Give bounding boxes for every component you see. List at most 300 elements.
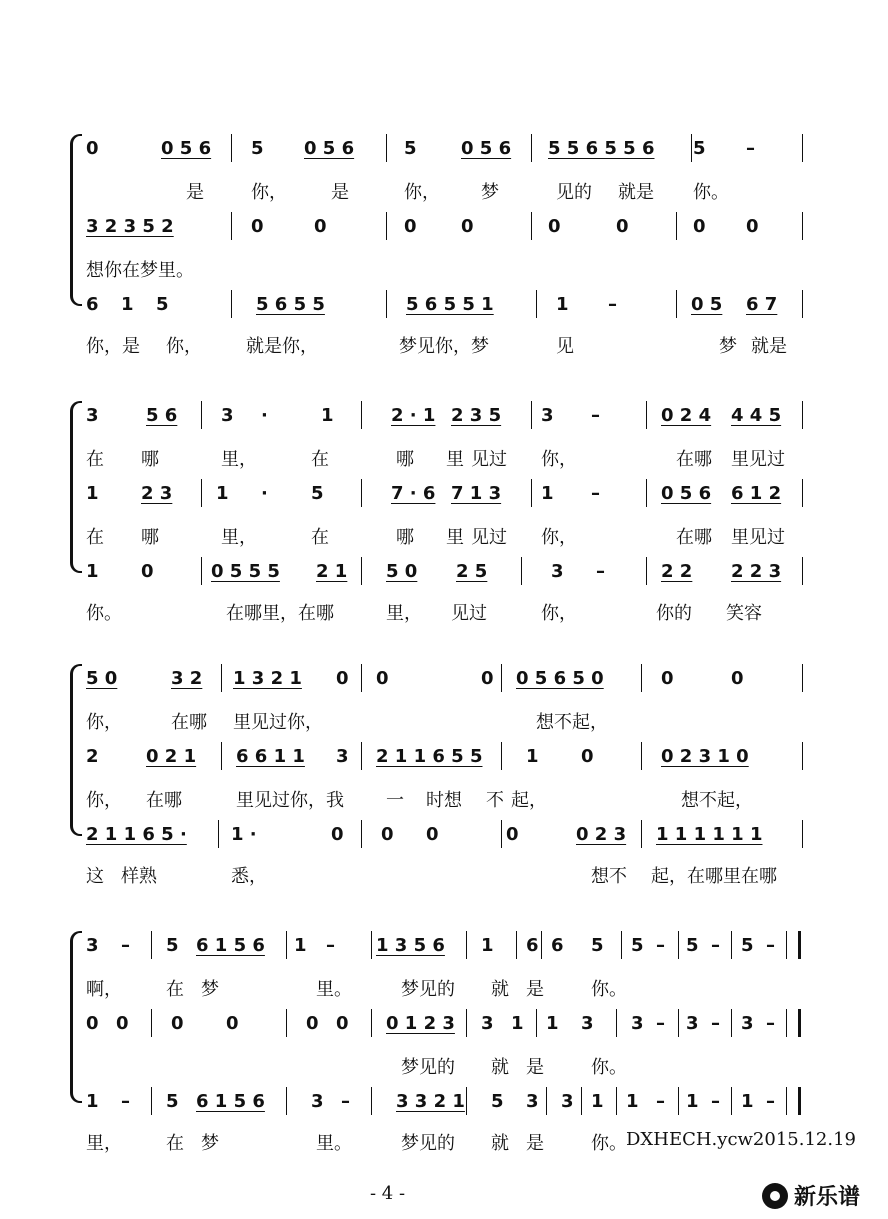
note-group: 0 [251, 216, 264, 237]
note-group: · [261, 483, 268, 504]
note-group: 2 · 1 [391, 405, 436, 426]
notation-row [86, 216, 816, 242]
note-group: – [766, 1091, 775, 1112]
notation-row [86, 1013, 816, 1039]
note-group: 3 [631, 1013, 644, 1034]
note-group: – [121, 935, 130, 956]
note-group: 0 2 3 [576, 824, 627, 845]
bar-line [151, 1087, 152, 1115]
bar-line [646, 479, 647, 507]
score-system [72, 405, 812, 624]
bar-line [201, 479, 202, 507]
note-group: 3 [86, 405, 99, 426]
bar-line [678, 931, 679, 959]
lyric-text: 哪 [396, 527, 414, 548]
lyric-text: 是 [526, 1057, 544, 1078]
note-group: 2 [86, 746, 99, 767]
lyric-text: 笑容 [726, 603, 762, 624]
lyric-row [86, 599, 816, 625]
lyric-text: 就是你， [246, 336, 318, 357]
bar-line [802, 557, 803, 585]
lyric-text: 见过 [451, 603, 487, 624]
note-group: 0 5 6 5 0 [516, 668, 604, 689]
bar-line [286, 1009, 287, 1037]
note-group: 0 [581, 746, 594, 767]
lyric-text: 你。 [591, 1057, 627, 1078]
lyric-row [86, 862, 816, 888]
bar-line [466, 1009, 467, 1037]
note-group: – [711, 1091, 720, 1112]
system-brace [70, 931, 82, 1103]
lyric-row [86, 708, 816, 734]
bar-line [218, 820, 219, 848]
bar-line [361, 479, 362, 507]
note-group: 1 [626, 1091, 639, 1112]
note-group: 6 [526, 935, 539, 956]
note-group: 3 [311, 1091, 324, 1112]
bar-line [151, 1009, 152, 1037]
notation-row [86, 824, 816, 850]
lyric-text: 你的 [656, 603, 692, 624]
lyric-text: 这 [86, 866, 104, 887]
lyric-text: 见的 [556, 182, 592, 203]
note-group: 0 [731, 668, 744, 689]
note-group: 0 [116, 1013, 129, 1034]
score-system [72, 935, 856, 1154]
note-group: 3 [86, 935, 99, 956]
bar-line [371, 931, 372, 959]
note-group: 1 3 2 1 [233, 668, 302, 689]
lyric-row [86, 332, 816, 358]
lyric-text: 哪 [396, 449, 414, 470]
bar-line [361, 557, 362, 585]
lyric-text: 梦见的 [401, 1057, 455, 1078]
note-group: – [121, 1091, 130, 1112]
lyric-row [86, 786, 816, 812]
lyric-text: 哪 [141, 527, 159, 548]
note-group: 5 [404, 138, 417, 159]
lyric-text: 你， [404, 182, 440, 203]
lyric-row [86, 1053, 816, 1079]
lyric-text: 梦 [719, 336, 737, 357]
note-group: 5 [631, 935, 644, 956]
bar-line [802, 401, 803, 429]
lyric-text: 在哪 [676, 449, 712, 470]
lyric-text: 是 [526, 979, 544, 1000]
note-group: 0 5 5 5 [211, 561, 280, 582]
note-group: 1 [321, 405, 334, 426]
note-group: 0 [336, 668, 349, 689]
bar-line [641, 820, 642, 848]
note-group: – [746, 138, 755, 159]
bar-line [466, 931, 467, 959]
note-group: 6 [86, 294, 99, 315]
lyric-text: 在 [311, 527, 329, 548]
notation-row [86, 138, 816, 164]
lyric-text: 是 [186, 182, 204, 203]
note-group: 1 [86, 1091, 99, 1112]
final-bar-line [798, 931, 801, 959]
note-group: 1 1 1 1 1 1 [656, 824, 763, 845]
note-group: 5 0 [86, 668, 118, 689]
bar-line [802, 479, 803, 507]
note-group: 3 2 3 5 2 [86, 216, 174, 237]
note-group: 1 [556, 294, 569, 315]
lyric-text: 你。 [591, 979, 627, 1000]
lyric-text: 见过 [471, 527, 507, 548]
note-group: 0 5 6 [461, 138, 512, 159]
note-group: 0 5 6 [161, 138, 212, 159]
bar-line [531, 212, 532, 240]
lyric-text: 里， [86, 1133, 122, 1154]
note-group: 0 2 3 1 0 [661, 746, 749, 767]
lyric-text: 你。 [591, 1133, 627, 1154]
bar-line [466, 1087, 467, 1115]
note-group: – [608, 294, 617, 315]
note-group: 0 [426, 824, 439, 845]
lyric-text: 梦见的 [401, 1133, 455, 1154]
note-group: 0 [331, 824, 344, 845]
final-bar-line [798, 1009, 801, 1037]
lyric-text: 里见过你，我 [236, 790, 344, 811]
note-group: 5 0 [386, 561, 418, 582]
note-group: – [326, 935, 335, 956]
bar-line [678, 1087, 679, 1115]
note-group: 1 · [231, 824, 257, 845]
lyric-text: 不 [486, 790, 504, 811]
note-group: – [766, 935, 775, 956]
note-group: 3 [741, 1013, 754, 1034]
lyric-text: 梦见你，梦 [399, 336, 489, 357]
note-group: 3 [526, 1091, 539, 1112]
note-group: 1 [121, 294, 134, 315]
note-group: 3 [561, 1091, 574, 1112]
note-group: 6 1 5 6 [196, 1091, 265, 1112]
lyric-text: 悉， [231, 866, 267, 887]
lyric-text: 在 [166, 1133, 184, 1154]
bar-line [802, 290, 803, 318]
note-group: 2 2 [661, 561, 693, 582]
bar-line [361, 401, 362, 429]
vinyl-record-icon [762, 1183, 788, 1209]
note-group: 6 7 [746, 294, 778, 315]
lyric-text: 想不起， [681, 790, 753, 811]
lyric-text: 在哪里，在哪 [226, 603, 334, 624]
note-group: – [766, 1013, 775, 1034]
bar-line [231, 290, 232, 318]
lyric-text: 梦 [201, 1133, 219, 1154]
note-group: 1 [294, 935, 307, 956]
lyric-text: 里， [386, 603, 422, 624]
lyric-text: 想不起， [536, 712, 608, 733]
note-group: 0 2 4 [661, 405, 712, 426]
note-group: 7 · 6 [391, 483, 436, 504]
note-group: 3 [581, 1013, 594, 1034]
note-group: 0 [481, 668, 494, 689]
note-group: 0 [461, 216, 474, 237]
note-group: 0 2 1 [146, 746, 197, 767]
lyric-text: 你， [86, 712, 122, 733]
note-group: – [591, 405, 600, 426]
bar-line [802, 664, 803, 692]
bar-line [386, 212, 387, 240]
note-group: 5 [686, 935, 699, 956]
bar-line [201, 401, 202, 429]
note-group: 5 [311, 483, 324, 504]
lyric-text: 里 [446, 527, 464, 548]
notation-row [86, 483, 816, 509]
note-group: 2 5 [456, 561, 488, 582]
system-brace [70, 134, 82, 306]
note-group: 5 5 6 5 5 6 [548, 138, 655, 159]
lyric-text: 起，在哪里在哪 [651, 866, 777, 887]
lyric-text: 想不 [591, 866, 627, 887]
lyric-text: 里见过你， [233, 712, 323, 733]
note-group: – [591, 483, 600, 504]
note-group: 3 [221, 405, 234, 426]
bar-line [516, 931, 517, 959]
lyric-text: 你， [541, 449, 577, 470]
lyric-text: 在哪 [676, 527, 712, 548]
lyric-text: 你， [251, 182, 287, 203]
notation-row [86, 561, 816, 587]
bar-line [616, 1087, 617, 1115]
bar-line [501, 820, 502, 848]
bar-line [531, 479, 532, 507]
note-group: 1 [541, 483, 554, 504]
note-group: – [711, 935, 720, 956]
bar-line [541, 931, 542, 959]
note-group: 5 [741, 935, 754, 956]
note-group: 0 5 [691, 294, 723, 315]
note-group: 0 1 2 3 [386, 1013, 455, 1034]
lyric-text: 时想 [426, 790, 462, 811]
page-number: - 4 - [370, 1183, 406, 1204]
lyric-text: 就是 [618, 182, 654, 203]
note-group: 0 [616, 216, 629, 237]
lyric-text: 起， [511, 790, 547, 811]
lyric-text: 在 [311, 449, 329, 470]
note-group: 0 [314, 216, 327, 237]
note-group: 0 [336, 1013, 349, 1034]
bar-line [151, 931, 152, 959]
note-group: 1 [686, 1091, 699, 1112]
lyric-text: 样熟 [121, 866, 157, 887]
note-group: 6 1 5 6 [196, 935, 265, 956]
bar-line [802, 742, 803, 770]
lyric-text: 就 [491, 1057, 509, 1078]
bar-line [521, 557, 522, 585]
bar-line [501, 742, 502, 770]
system-brace [70, 664, 82, 836]
score-system [72, 668, 812, 887]
note-group: 2 2 3 [731, 561, 782, 582]
lyric-row [86, 1129, 856, 1155]
lyric-text: 在哪 [146, 790, 182, 811]
notation-row [86, 405, 816, 431]
note-group: 0 [171, 1013, 184, 1034]
note-group: 1 [86, 561, 99, 582]
bar-line [386, 290, 387, 318]
lyric-text: 见 [556, 336, 574, 357]
notation-row [86, 746, 816, 772]
bar-line [731, 1009, 732, 1037]
bar-line [581, 1087, 582, 1115]
note-group: 5 [591, 935, 604, 956]
bar-line [731, 1087, 732, 1115]
lyric-text: 在哪 [171, 712, 207, 733]
lyric-text: 你， [86, 790, 122, 811]
note-group: 6 6 1 1 [236, 746, 305, 767]
bar-line [201, 557, 202, 585]
note-group: 3 [686, 1013, 699, 1034]
lyric-text: 是 [331, 182, 349, 203]
note-group: 2 1 1 6 5 5 [376, 746, 483, 767]
lyric-text: 里， [221, 449, 257, 470]
lyric-text: 你， [541, 527, 577, 548]
note-group: 3 [551, 561, 564, 582]
lyric-text: 想你在梦里。 [86, 260, 194, 281]
lyric-text: 一 [386, 790, 404, 811]
note-group: – [656, 1091, 665, 1112]
lyric-text: 梦 [201, 979, 219, 1000]
note-group: 7 1 3 [451, 483, 502, 504]
lyric-text: 里， [221, 527, 257, 548]
bar-line [286, 1087, 287, 1115]
note-group: – [596, 561, 605, 582]
bar-line [786, 1087, 787, 1115]
bar-line [646, 557, 647, 585]
note-group: 0 [306, 1013, 319, 1034]
note-group: 1 [526, 746, 539, 767]
note-group: 3 3 2 1 [396, 1091, 465, 1112]
note-group: 1 [546, 1013, 559, 1034]
bar-line [646, 401, 647, 429]
bar-line [678, 1009, 679, 1037]
score-system [72, 138, 812, 357]
note-group: 1 [481, 935, 494, 956]
note-group: 0 [376, 668, 389, 689]
bar-line [531, 134, 532, 162]
bar-line [386, 134, 387, 162]
bar-line [691, 134, 692, 162]
note-group: 4 4 5 [731, 405, 782, 426]
note-group: 5 [491, 1091, 504, 1112]
lyric-text: 见过 [471, 449, 507, 470]
note-group: 5 6 5 5 1 [406, 294, 494, 315]
note-group: – [711, 1013, 720, 1034]
note-group: 5 6 5 5 [256, 294, 325, 315]
bar-line [286, 931, 287, 959]
bar-line [731, 931, 732, 959]
note-group: 6 1 2 [731, 483, 782, 504]
bar-line [231, 212, 232, 240]
notation-row [86, 294, 816, 320]
bar-line [676, 212, 677, 240]
bar-line [361, 664, 362, 692]
lyric-text: 里见过 [731, 449, 785, 470]
site-logo [762, 1180, 860, 1211]
note-group: 1 [216, 483, 229, 504]
lyric-row [86, 445, 816, 471]
note-group: · [261, 405, 268, 426]
bar-line [536, 1009, 537, 1037]
note-group: 3 [481, 1013, 494, 1034]
lyric-text: 就 [491, 1133, 509, 1154]
note-group: 5 [166, 935, 179, 956]
bar-line [641, 664, 642, 692]
note-group: 0 [506, 824, 519, 845]
lyric-text: 你。 [86, 603, 122, 624]
lyric-text: DXHECH.ycw2015.12.19 [626, 1129, 856, 1150]
lyric-text: 在 [86, 449, 104, 470]
lyric-text: 哪 [141, 449, 159, 470]
bar-line [221, 664, 222, 692]
note-group: 2 1 [316, 561, 348, 582]
note-group: 5 [156, 294, 169, 315]
bar-line [616, 1009, 617, 1037]
lyric-text: 你， [541, 603, 577, 624]
bar-line [786, 1009, 787, 1037]
notation-row [86, 1091, 816, 1117]
lyric-text: 里见过 [731, 527, 785, 548]
bar-line [371, 1087, 372, 1115]
bar-line [361, 742, 362, 770]
lyric-text: 里。 [316, 979, 352, 1000]
bar-line [786, 931, 787, 959]
note-group: – [656, 1013, 665, 1034]
lyric-row [86, 256, 816, 282]
note-group: 0 [693, 216, 706, 237]
lyric-text: 就是 [751, 336, 787, 357]
note-group: 5 6 [146, 405, 178, 426]
lyric-text: 在 [166, 979, 184, 1000]
note-group: 0 [746, 216, 759, 237]
bar-line [531, 401, 532, 429]
note-group: 0 [226, 1013, 239, 1034]
notation-row [86, 935, 816, 961]
bar-line [536, 290, 537, 318]
system-brace [70, 401, 82, 573]
lyric-text: 你。 [693, 182, 729, 203]
lyric-text: 啊， [86, 979, 122, 1000]
note-group: 1 [86, 483, 99, 504]
bar-line [641, 742, 642, 770]
bar-line [621, 931, 622, 959]
lyric-row [86, 178, 816, 204]
bar-line [676, 290, 677, 318]
note-group: – [341, 1091, 350, 1112]
lyric-text: 在 [86, 527, 104, 548]
note-group: 2 3 5 [451, 405, 502, 426]
note-group: 2 1 1 6 5 · [86, 824, 187, 845]
bar-line [361, 820, 362, 848]
note-group: 1 [511, 1013, 524, 1034]
lyric-text: 你， [166, 336, 202, 357]
note-group: – [656, 935, 665, 956]
note-group: 0 [404, 216, 417, 237]
lyric-text: 是 [526, 1133, 544, 1154]
bar-line [371, 1009, 372, 1037]
lyric-text: 里 [446, 449, 464, 470]
note-group: 1 [741, 1091, 754, 1112]
bar-line [501, 664, 502, 692]
bar-line [546, 1087, 547, 1115]
bar-line [231, 134, 232, 162]
note-group: 5 [693, 138, 706, 159]
note-group: 3 [336, 746, 349, 767]
note-group: 1 3 5 6 [376, 935, 445, 956]
